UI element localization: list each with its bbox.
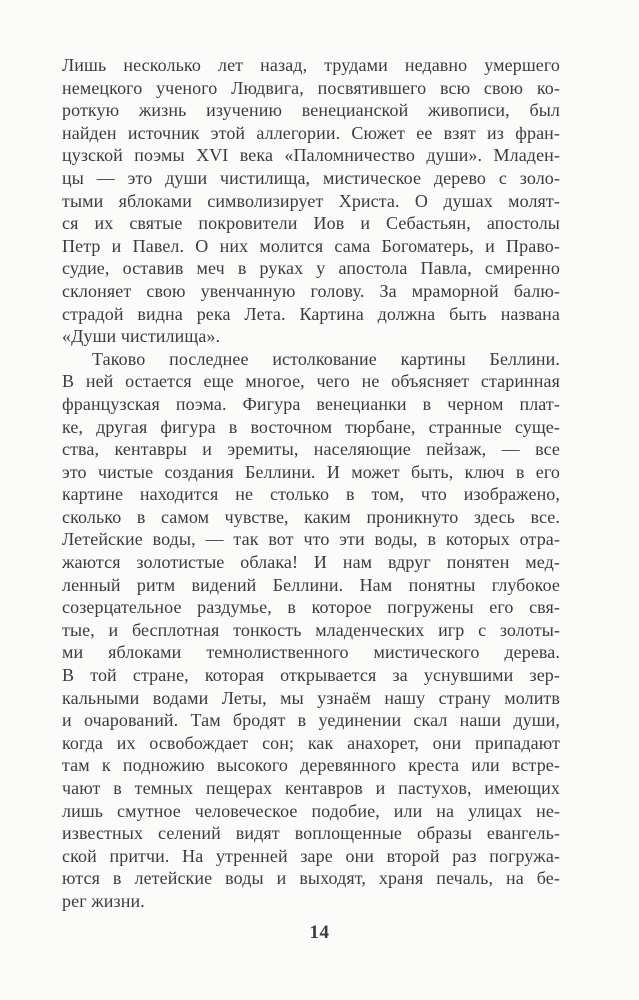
text-line: жаются золотистые облака! И нам вдруг понятен мед- [62, 552, 560, 573]
text-line: цузской поэмы XVI века «Паломничество души». Младен- [62, 145, 560, 166]
text-line: картине находится не столько в том, что изображено, [62, 484, 560, 505]
text-line: склоняет свою увенчанную голову. За мраморной балю- [62, 280, 560, 301]
text-line: ся их святые покровители Иов и Себастьян, апостолы [62, 213, 560, 234]
text-line: лишь смутное человеческое подобие, или на улицах не- [62, 800, 560, 821]
text-line: там к подножию высокого деревянного креста или встре- [62, 755, 560, 776]
text-line: когда их освобождает сон; как анахорет, они припадают [62, 732, 560, 753]
text-line: ской притчи. На утренней заре они второй раз погружа- [62, 845, 560, 866]
paragraph [62, 54, 560, 348]
text-line: найден источник этой аллегории. Сюжет ее взят из фран- [62, 122, 560, 143]
text-line: немецкого ученого Людвига, посвятившего всю свою ко- [62, 77, 560, 98]
text-line: Летейские воды, — так вот что эти воды, в которых отра- [62, 529, 560, 550]
text-line: В ней остается еще многое, чего не объясняет старинная [62, 371, 560, 392]
text-line: и очарований. Там бродят в уединении скал наши души, [62, 710, 560, 731]
text-line: созерцательное раздумье, в которое погружены его свя- [62, 597, 560, 618]
text-line: ства, кентавры и эремиты, населяющие пейзаж, — все [62, 439, 560, 460]
text-line: Таково последнее истолкование картины Беллини. [92, 348, 560, 369]
text-line: чают в темных пещерах кентавров и пастухов, имеющих [62, 778, 560, 798]
text-line: страдой видна река Лета. Картина должна быть названа [62, 303, 560, 324]
text-line: тыми яблоками символизирует Христа. О душах молят- [62, 190, 560, 211]
text-line: тые, и бесплотная тонкость младенческих игр с золоты- [62, 619, 560, 640]
text-line: ленный ритм видений Беллини. Нам понятны глубокое [62, 574, 560, 595]
text-line: ми яблоками темнолиственного мистического дерева. [62, 642, 560, 663]
text-line: роткую жизнь изучению венецианской живописи, был [62, 100, 560, 121]
text-block [62, 54, 560, 913]
paragraph [62, 348, 560, 913]
text-line: рег жизни. [62, 890, 145, 911]
text-line: сколько в самом чувстве, каким проникнуто здесь все. [62, 506, 560, 527]
text-line: «Души чистилища». [62, 326, 221, 347]
text-line: ке, другая фигура в восточном тюрбане, странные суще- [62, 416, 560, 437]
text-line: Петр и Павел. О них молится сама Богоматерь, и Право- [62, 235, 560, 256]
text-line: кальными водами Леты, мы узнаём нашу страну молитв [62, 687, 560, 708]
text-line: известных селений видят воплощенные образы евангель- [62, 823, 560, 844]
text-line: французская поэма. Фигура венецианки в черном плат- [62, 393, 560, 414]
text-line: ются в летейские воды и выходят, храня печаль, на бе- [62, 868, 560, 889]
text-line: цы — это души чистилища, мистическое дерево с золо- [62, 167, 560, 188]
text-line: это чистые создания Беллини. И может быть, ключ в его [62, 461, 560, 482]
page-number: 14 [309, 922, 330, 943]
text-line: В той стране, которая открывается за уснувшими зер- [62, 665, 560, 686]
text-line: Лишь несколько лет назад, трудами недавно умершего [62, 55, 560, 75]
text-line: судие, оставив меч в руках у апостола Павла, смиренно [62, 258, 560, 279]
